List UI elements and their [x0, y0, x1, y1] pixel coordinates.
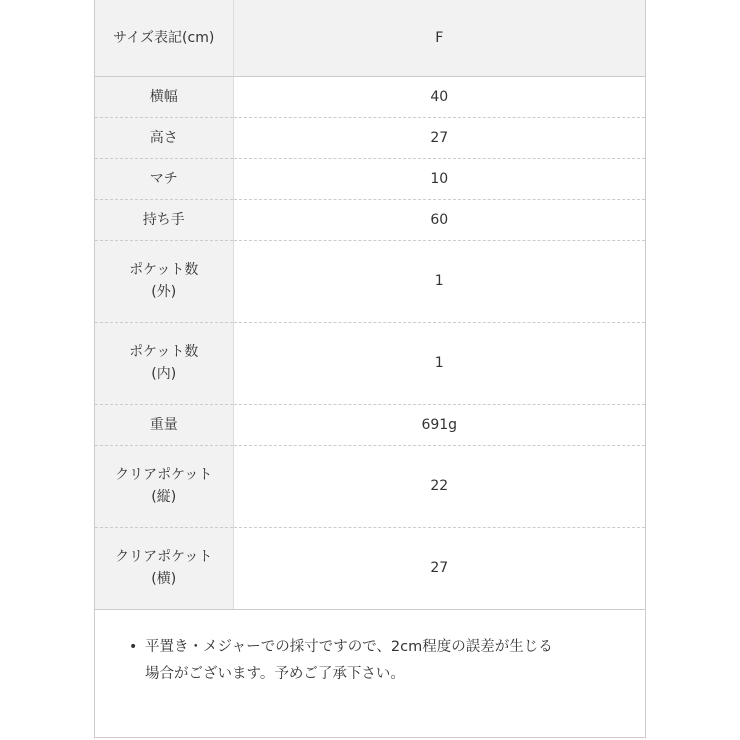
header-size-value: F [233, 0, 645, 76]
row-value: 691g [233, 404, 645, 445]
table-row-width [95, 76, 645, 117]
row-value: 22 [233, 445, 645, 527]
row-label-line: ポケット数 [129, 344, 199, 360]
bullet-icon: • [129, 639, 138, 655]
note-line: 平置き・メジャーでの採寸ですので、2cm程度の誤差が生じる [145, 639, 553, 655]
row-label [95, 158, 233, 199]
table-row-outer-pockets [95, 240, 645, 322]
row-label-line: (横) [151, 571, 177, 587]
row-label-line: 横幅 [149, 88, 178, 105]
table-row-handle [95, 199, 645, 240]
row-label [95, 404, 233, 445]
row-value: 60 [233, 199, 645, 240]
table-row-clear-pocket-horizontal [95, 527, 645, 609]
row-label [95, 527, 233, 609]
row-label-line: クリアポケット [115, 549, 213, 565]
row-value: 10 [233, 158, 645, 199]
row-label [95, 322, 233, 404]
row-value: 1 [233, 240, 645, 322]
note-text [145, 634, 553, 688]
row-label [95, 240, 233, 322]
table-header-row [95, 0, 645, 76]
row-label-line: 重量 [149, 416, 178, 433]
table-row-clear-pocket-vertical [95, 445, 645, 527]
row-value: 27 [233, 527, 645, 609]
table-row-weight [95, 404, 645, 445]
row-label-line: (縦) [151, 489, 177, 505]
row-label-line: 持ち手 [142, 211, 185, 228]
row-label-line: クリアポケット [115, 467, 213, 483]
row-label [95, 117, 233, 158]
measurement-note [129, 634, 619, 688]
row-label-line: 高さ [149, 129, 178, 146]
row-value: 40 [233, 76, 645, 117]
row-label-line: ポケット数 [129, 262, 199, 278]
row-label-line: (外) [151, 284, 177, 300]
table-row-gusset [95, 158, 645, 199]
header-label: サイズ表記(cm) [95, 0, 233, 76]
row-label [95, 76, 233, 117]
size-spec-panel [94, 0, 646, 738]
table-row-height [95, 117, 645, 158]
size-spec-table [95, 0, 645, 610]
row-label-line: (内) [151, 366, 177, 382]
row-value: 1 [233, 322, 645, 404]
row-label [95, 445, 233, 527]
row-value: 27 [233, 117, 645, 158]
note-line: 場合がございます。予めご了承下さい。 [145, 666, 405, 682]
table-row-inner-pockets [95, 322, 645, 404]
row-label-line: マチ [149, 170, 178, 187]
row-label [95, 199, 233, 240]
